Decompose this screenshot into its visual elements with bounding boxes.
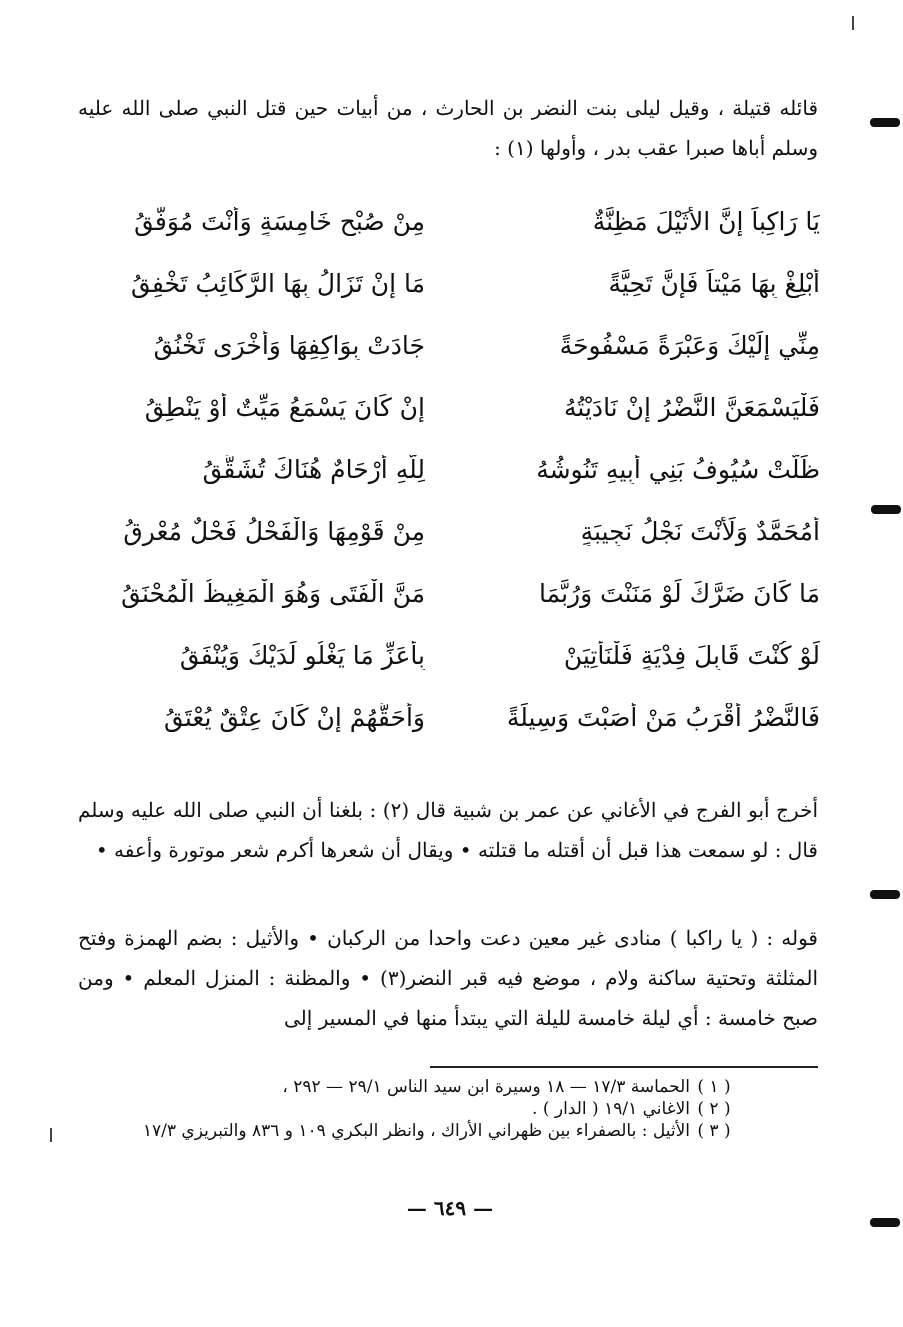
verse-second-hemistich: بِأَعَزِّ مَا يَغْلُو لَدَيْكَ وَيُنْفَقُ <box>179 640 425 670</box>
intro-paragraph: قائله قتيلة ، وقيل ليلى بنت النضر بن الحارث ، من أبيات حين قتل النبي صلى الله عليه وسلم أباها صبرا عقب بدر ، وأولها (١) : <box>78 96 818 160</box>
verse-second-hemistich: جَادَتْ بِوَاكِفِهَا وَأُخْرَى تَخْنُقُ <box>153 330 425 360</box>
footnote-text: الاغاني ١٩/١ ( الدار ) . <box>532 1099 690 1119</box>
verse <box>95 562 820 624</box>
commentary-paragraph: قوله : ( يا راكبا ) منادى غير معين دعت واحدا من الركبان • والأثيل : بضم الهمزة وفتح المثلثة وتحتية ساكنة ولام ، موضع فيه قبر النضر(٣) • والمظنة : المنزل المعلم • ومن صبح خامسة : أي ليلة خامسة لليلة التي يبتدأ منها في المسير إلى <box>78 926 818 1030</box>
footnote-divider <box>430 1066 818 1068</box>
footnote <box>70 1098 738 1120</box>
verse-first-hemistich: لَوْ كُنْتَ قَابِلَ فِدْيَةٍ فَلْنَأْتِيَنْ <box>563 640 820 670</box>
footnote-text: الأثيل : بالصفراء بين ظهراني الأراك ، وانظر البكري ١٠٩ و ٨٣٦ والتبريزي ١٧/٣ <box>142 1121 690 1141</box>
verse <box>95 252 820 314</box>
verse-first-hemistich: فَلْيَسْمَعَنَّ النَّضْرُ إِنْ نَادَيْتُهُ <box>564 392 820 422</box>
footnote <box>70 1120 738 1142</box>
margin-mark <box>870 1218 900 1227</box>
verse <box>95 190 820 252</box>
verse-second-hemistich: إِنْ كَانَ يَسْمَعُ مَيِّتٌ أَوْ يَنْطِقُ <box>144 392 425 422</box>
verse-first-hemistich: يَا رَاكِباً إِنَّ الأُثَيْلَ مَظِنَّةٌ <box>592 206 820 236</box>
verse <box>95 686 820 748</box>
verse-first-hemistich: فَالنَّضْرُ أَقْرَبُ مَنْ أَصَبْتَ وَسِيلَةً <box>506 702 820 732</box>
footnotes <box>70 1076 738 1142</box>
verse-first-hemistich: ظَلَّتْ سُيُوفُ بَنِي أَبِيهِ تَنُوشُهُ <box>536 454 820 484</box>
verse <box>95 624 820 686</box>
page-number: — ٦٤٩ — <box>406 1196 494 1220</box>
aghani-paragraph: أخرج أبو الفرج في الأغاني عن عمر بن شبية قال (٢) : بلغنا أن النبي صلى الله عليه وسلم قال : لو سمعت هذا قبل أن أقتله ما قتلته • ويقال أن شعرها أكرم شعر موتورة وأعفه • <box>78 798 818 862</box>
footnote-text: الحماسة ١٧/٣ — ١٨ وسيرة ابن سيد الناس ٢٩/١ — ٢٩٢ ، <box>282 1077 690 1097</box>
verse-second-hemistich: لِلَّهِ أَرْحَامٌ هُنَاكَ تُشَقَّقُ <box>202 454 425 484</box>
margin-mark <box>871 505 901 514</box>
margin-tick <box>852 16 854 30</box>
verse-second-hemistich: مِنْ صُبْحِ خَامِسَةٍ وَأَنْتَ مُوَفَّقُ <box>134 206 425 236</box>
verse-first-hemistich: أَمُحَمَّدٌ وَلَأَنْتَ نَجْلُ نَجِيبَةٍ <box>580 516 820 546</box>
footnote-number: ( ٢ ) <box>697 1099 731 1119</box>
verse <box>95 376 820 438</box>
verse-first-hemistich: مَا كَانَ ضَرَّكَ لَوْ مَنَنْتَ وَرُبَّمَا <box>539 578 820 608</box>
verse-second-hemistich: وَأَحَقُّهُمْ إِنْ كَانَ عِتْقٌ يُعْتَقُ <box>164 702 425 732</box>
margin-mark <box>870 118 900 127</box>
verse-second-hemistich: مَا إِنْ تَزَالُ بِهَا الرَّكَائِبُ تَخْفِقُ <box>131 268 425 298</box>
verse-second-hemistich: مَنَّ الْفَتَى وَهُوَ الْمَغِيظُ الْمُحْنَقُ <box>121 578 425 608</box>
verse-second-hemistich: مِنْ قَوْمِهَا وَالْفَحْلُ فَحْلٌ مُعْرِقُ <box>123 516 425 546</box>
footnote-number: ( ١ ) <box>697 1077 731 1097</box>
margin-tick <box>50 1128 52 1142</box>
poem <box>95 190 820 748</box>
footnote-number: ( ٣ ) <box>697 1121 731 1141</box>
verse <box>95 314 820 376</box>
verse <box>95 500 820 562</box>
margin-mark <box>870 890 900 899</box>
verse-first-hemistich: مِنِّي إِلَيْكَ وَعَبْرَةً مَسْفُوحَةً <box>559 330 820 360</box>
verse <box>95 438 820 500</box>
verse-first-hemistich: أَبْلِغْ بِهَا مَيْتاً فَإِنَّ تَحِيَّةً <box>608 268 820 298</box>
footnote <box>70 1076 738 1098</box>
